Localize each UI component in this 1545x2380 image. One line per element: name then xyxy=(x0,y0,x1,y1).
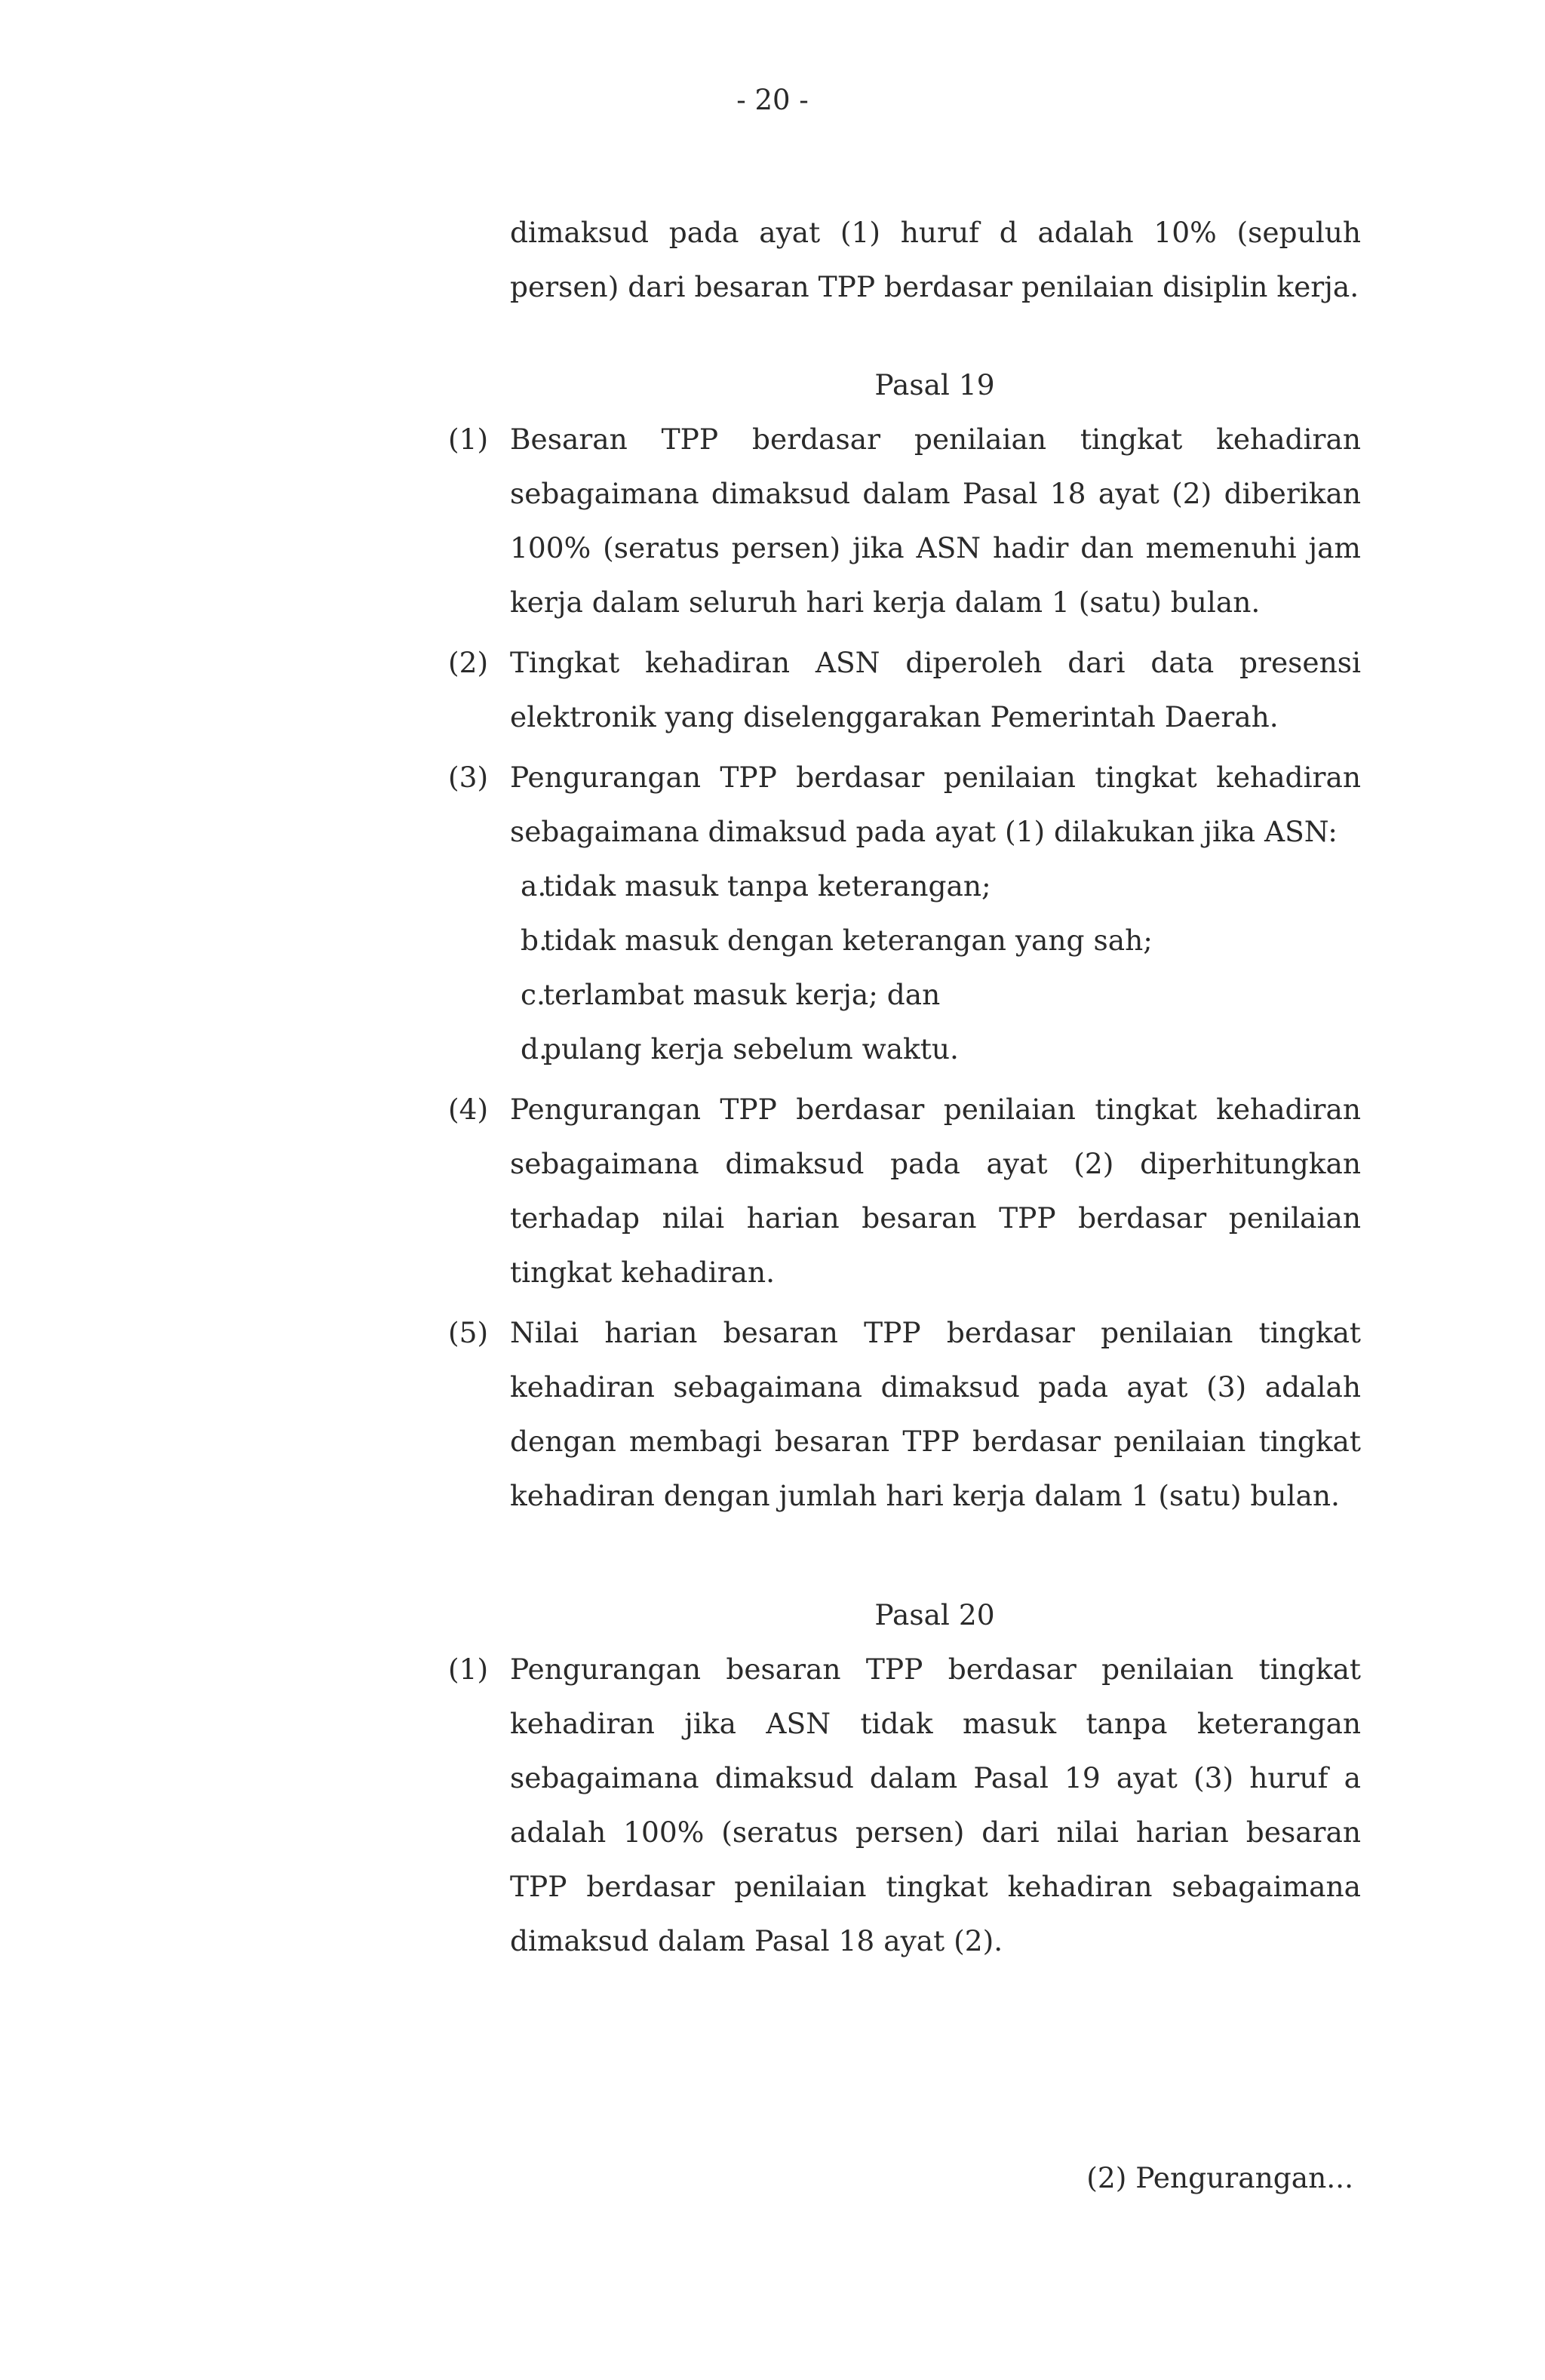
item-text: pulang kerja sebelum waktu. xyxy=(543,1032,959,1065)
page-number: - 20 - xyxy=(736,84,809,116)
continuation-footer: (2) Pengurangan... xyxy=(1086,2161,1353,2194)
ayat-text: Besaran TPP berdasar penilaian tingkat kehadiran sebagaimana dimaksud dalam Pasal 18 ayat (2) diberikan 100% (seratus persen) jika ASN hadir dan memenuhi jam kerja dalam seluruh hari kerja dalam 1 (satu) bulan. xyxy=(510,423,1361,619)
pasal-19-heading: Pasal 19 xyxy=(874,368,995,401)
pasal-20-ayat-1 xyxy=(448,1642,1361,1968)
item-letter: d. xyxy=(521,1032,548,1065)
pasal-19-ayat-2 xyxy=(448,635,1361,744)
ayat-text: Pengurangan TPP berdasar penilaian tingkat kehadiran sebagaimana dimaksud pada ayat (1) dilakukan jika ASN: xyxy=(510,761,1361,848)
item-text: tidak masuk dengan keterangan yang sah; xyxy=(543,924,1153,957)
pasal-20-body xyxy=(448,1642,1361,1968)
ayat-text: Tingkat kehadiran ASN diperoleh dari data presensi elektronik yang diselenggarakan Pemerintah Daerah. xyxy=(510,646,1361,733)
item-text: tidak masuk tanpa keterangan; xyxy=(543,869,991,902)
continuation-paragraph: dimaksud pada ayat (1) huruf d adalah 10% (sepuluh persen) dari besaran TPP berdasar penilaian disiplin kerja. xyxy=(510,216,1361,303)
ayat-number: (1) xyxy=(448,423,489,456)
ayat-text: Pengurangan TPP berdasar penilaian tingkat kehadiran sebagaimana dimaksud pada ayat (2) diperhitungkan terhadap nilai harian besaran TPP berdasar penilaian tingkat kehadiran. xyxy=(510,1093,1361,1289)
ayat-number: (3) xyxy=(448,761,489,794)
list-item xyxy=(521,1022,1361,1076)
ayat-number: (4) xyxy=(448,1093,489,1126)
list-item xyxy=(521,859,1361,913)
pasal-19-ayat-3 xyxy=(448,750,1361,1076)
item-letter: b. xyxy=(521,924,548,957)
list-item xyxy=(521,967,1361,1022)
pasal-19-ayat-1 xyxy=(448,412,1361,629)
pasal-19-ayat-5 xyxy=(448,1305,1361,1523)
ayat-number: (5) xyxy=(448,1316,489,1349)
pasal-19-body xyxy=(448,412,1361,1523)
item-letter: c. xyxy=(521,978,545,1011)
pasal-19-ayat-4 xyxy=(448,1082,1361,1299)
ayat-text: Pengurangan besaran TPP berdasar penilaian tingkat kehadiran jika ASN tidak masuk tanpa keterangan sebagaimana dimaksud dalam Pasal 19 ayat (3) huruf a adalah 100% (seratus persen) dari nilai harian besaran TPP berdasar penilaian tingkat kehadiran sebagaimana dimaksud dalam Pasal 18 ayat (2). xyxy=(510,1653,1361,1957)
ayat-number: (2) xyxy=(448,646,489,679)
list-item xyxy=(521,913,1361,967)
ayat-3-sublist xyxy=(510,859,1361,1076)
item-text: terlambat masuk kerja; dan xyxy=(543,978,941,1011)
ayat-number: (1) xyxy=(448,1653,489,1686)
document-body xyxy=(448,205,1361,1974)
pasal-20-heading: Pasal 20 xyxy=(874,1598,995,1631)
ayat-text: Nilai harian besaran TPP berdasar penilaian tingkat kehadiran sebagaimana dimaksud pada ayat (3) adalah dengan membagi besaran TPP berdasar penilaian tingkat kehadiran dengan jumlah hari kerja dalam 1 (satu) bulan. xyxy=(510,1316,1361,1512)
item-letter: a. xyxy=(521,869,547,902)
